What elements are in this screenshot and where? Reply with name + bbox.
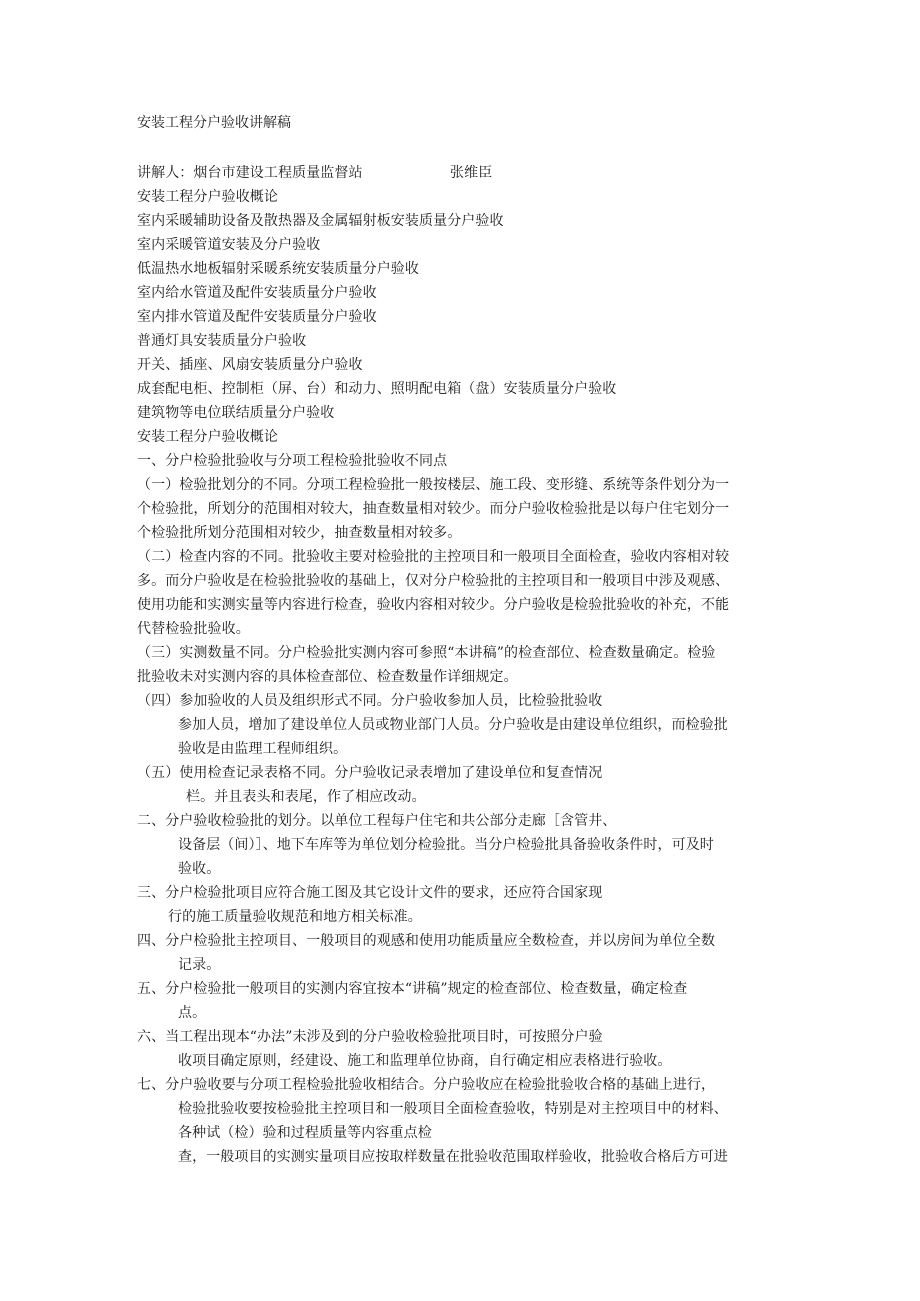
body-line: 使用功能和实测实量等内容进行检查，验收内容相对较少。分户验收是检验批验收的补充，不能: [137, 597, 730, 613]
body-line: 参加人员，增加了建设单位人员或物业部门人员。分户验收是由建设单位组织，而检验批: [178, 717, 728, 733]
body-line: （五）使用检查记录表格不同。分户验收记录表增加了建设单位和复查情况: [137, 765, 603, 781]
body-line: （四）参加验收的人员及组织形式不同。分户验收参加人员，比检验批验收: [137, 693, 603, 709]
speaker-label: 讲解人：烟台市建设工程质量监督站: [137, 165, 363, 181]
body-line: 室内采暖管道安装及分户验收: [137, 237, 321, 253]
body-line: 各种试（检）验和过程质量等内容重点检: [178, 1125, 432, 1141]
body-line: 批验收未对实测内容的具体检查部位、检查数量作详细规定。: [137, 669, 518, 685]
body-line: 室内排水管道及配件安装质量分户验收: [137, 309, 377, 325]
body-line: 七、分户验收要与分项工程检验批验收相结合。分户验收应在检验批验收合格的基础上进行，: [137, 1077, 716, 1093]
body-line: （二）检查内容的不同。批验收主要对检验批的主控项目和一般项目全面检查，验收内容相对较: [137, 549, 730, 565]
body-line: 个检验批所划分范围相对较少，抽查数量相对较多。: [137, 525, 462, 541]
body-line: 点。: [178, 1005, 207, 1021]
body-line: （三）实测数量不同。分户检验批实测内容可参照“本讲稿”的检查部位、检查数量确定。检验: [137, 645, 716, 661]
body-line: 室内采暖辅助设备及散热器及金属辐射板安装质量分户验收: [137, 213, 504, 229]
body-line: 二、分户验收检验批的划分。以单位工程每户住宅和共公部分走廊［含管井、: [137, 813, 617, 829]
body-line: 四、分户检验批主控项目、一般项目的观感和使用功能质量应全数检查，并以房间为单位全数: [137, 933, 716, 949]
body-line: 室内给水管道及配件安装质量分户验收: [137, 285, 377, 301]
body-line: 记录。: [178, 957, 221, 973]
body-line: 六、当工程出现本“办法”未涉及到的分户验收检验批项目时，可按照分户验: [137, 1029, 603, 1045]
body-line: 检验批验收要按检验批主控项目和一般项目全面检查验收，特别是对主控项目中的材料、: [178, 1101, 728, 1117]
body-line: 开关、插座、风扇安装质量分户验收: [137, 357, 363, 373]
document-title: 安装工程分户验收讲解稿: [137, 115, 291, 131]
body-line: 行的施工质量验收规范和地方相关标准。: [168, 909, 422, 925]
body-line: 验收。: [178, 861, 221, 877]
body-line: 安装工程分户验收概论: [137, 429, 278, 445]
body-line: 栏。并且表头和表尾，作了相应改动。: [186, 789, 426, 805]
body-line: 建筑物等电位联结质量分户验收: [137, 405, 335, 421]
speaker-name: 张维臣: [450, 165, 493, 181]
body-line: 三、分户检验批项目应符合施工图及其它设计文件的要求，还应符合国家现: [137, 885, 603, 901]
body-line: 验收是由监理工程师组织。: [178, 741, 348, 757]
body-line: 查，一般项目的实测实量项目应按取样数量在批验收范围取样验收，批验收合格后方可进: [178, 1149, 728, 1165]
body-line: 个检验批，所划分的范围相对较大，抽查数量相对较少。而分户验收检验批是以每户住宅划分一: [137, 501, 730, 517]
body-line: 收项目确定原则，经建设、施工和监理单位协商，自行确定相应表格进行验收。: [178, 1053, 672, 1069]
body-line: 安装工程分户验收概论: [137, 189, 278, 205]
body-line: 低温热水地板辐射采暖系统安装质量分户验收: [137, 261, 419, 277]
body-line: 一、分户检验批验收与分项工程检验批验收不同点: [137, 453, 448, 469]
body-line: 五、分户检验批一般项目的实测内容宜按本“讲稿”规定的检查部位、检查数量，确定检查: [137, 981, 688, 997]
speaker-line: [137, 163, 363, 183]
body-line: 成套配电柜、控制柜（屏、台）和动力、照明配电箱（盘）安装质量分户验收: [137, 381, 617, 397]
body-line: 设备层（间）］、地下车库等为单位划分检验批。当分户检验批具备验收条件时，可及时: [178, 837, 714, 853]
body-line: 多。而分户验收是在检验批验收的基础上，仅对分户检验批的主控项目和一般项目中涉及观感、: [137, 573, 730, 589]
body-line: 代替检验批验收。: [137, 621, 250, 637]
body-line: （一）检验批划分的不同。分项工程检验批一般按楼层、施工段、变形缝、系统等条件划分为一: [137, 477, 730, 493]
body-line: 普通灯具安装质量分户验收: [137, 333, 307, 349]
